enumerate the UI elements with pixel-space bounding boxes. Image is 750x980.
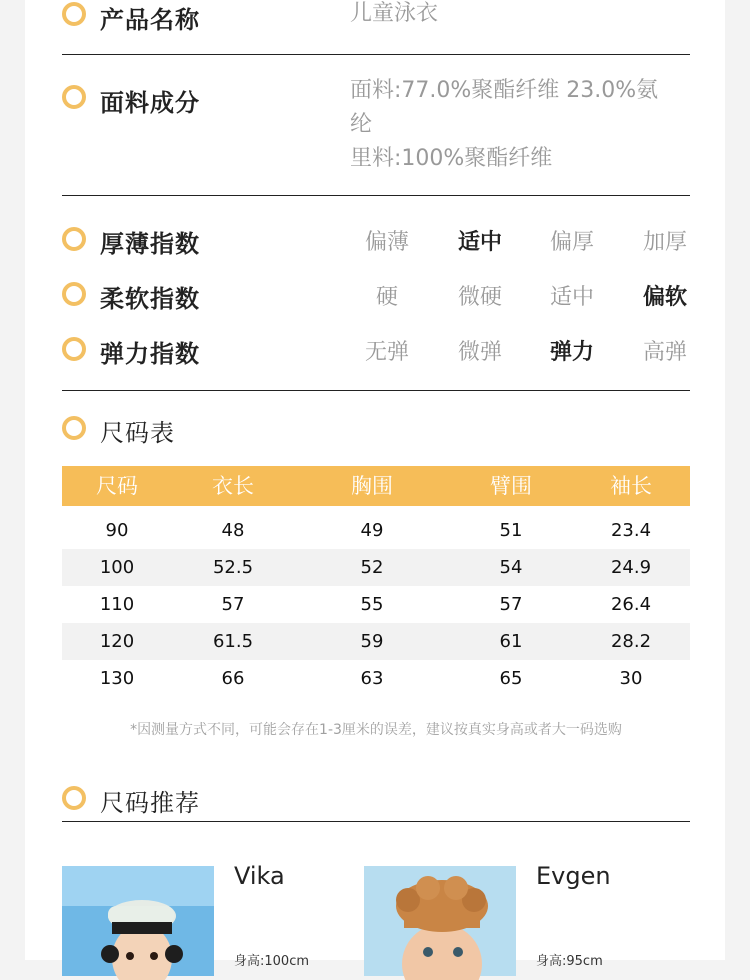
cell: 59	[360, 631, 384, 652]
circle-bullet-icon	[62, 85, 86, 109]
header-cell: 尺码	[96, 474, 138, 498]
index-option: 微硬	[457, 285, 502, 310]
header-cell: 胸围	[351, 474, 393, 498]
divider	[62, 195, 690, 196]
size-note: *因测量方式不同，可能会存在1-3厘米的误差，建议按真实身高或者大一码选购	[130, 722, 622, 738]
index-label: 柔软指数	[100, 285, 200, 313]
model-name: Vika	[234, 862, 285, 890]
circle-bullet-icon	[62, 786, 86, 810]
header-cell: 袖长	[610, 474, 652, 498]
index-label: 弹力指数	[100, 340, 200, 368]
model-photo	[62, 866, 214, 976]
size-table-header	[62, 466, 690, 506]
table-row	[62, 623, 690, 660]
table-row	[62, 512, 690, 549]
cell: 66	[221, 668, 245, 689]
model-meta: 身高:95cm	[536, 954, 603, 969]
fabric-label: 面料成分	[100, 89, 200, 117]
cell: 24.9	[610, 557, 652, 578]
index-option: 适中	[549, 285, 594, 310]
product-name-value: 儿童泳衣	[350, 1, 439, 26]
cell: 63	[360, 668, 384, 689]
cell: 110	[99, 594, 135, 615]
table-row	[62, 549, 690, 586]
index-option: 偏厚	[549, 230, 594, 255]
cell: 90	[105, 520, 129, 541]
cell: 57	[499, 594, 523, 615]
index-option: 微弹	[457, 340, 502, 365]
index-option: 高弹	[642, 340, 687, 365]
index-option: 硬	[375, 285, 398, 310]
index-option-selected: 弹力	[549, 340, 594, 365]
circle-bullet-icon	[62, 282, 86, 306]
cell: 52	[360, 557, 384, 578]
header-cell: 衣长	[212, 474, 254, 498]
table-row	[62, 660, 690, 697]
model-meta: 身高:100cm	[234, 954, 310, 969]
cell: 51	[499, 520, 523, 541]
recommend-title: 尺码推荐	[100, 789, 200, 817]
product-name-label: 产品名称	[100, 6, 200, 34]
index-option-selected: 适中	[457, 230, 502, 255]
cell: 55	[360, 594, 384, 615]
circle-bullet-icon	[62, 337, 86, 361]
cell: 65	[499, 668, 523, 689]
index-label: 厚薄指数	[100, 230, 200, 258]
cell: 61.5	[212, 631, 254, 652]
index-option: 无弹	[364, 340, 409, 365]
fabric-line-3: 里料:100%聚酯纤维	[350, 146, 553, 171]
cell: 61	[499, 631, 523, 652]
divider	[62, 54, 690, 55]
model-photo	[364, 866, 516, 976]
fabric-line-1: 面料:77.0%聚酯纤维 23.0%氨	[350, 78, 659, 103]
model-name: Evgen	[536, 862, 611, 890]
cell: 54	[499, 557, 523, 578]
cell: 100	[99, 557, 135, 578]
cell: 26.4	[610, 594, 652, 615]
header-cell: 臂围	[490, 474, 532, 498]
fabric-line-2: 纶	[350, 112, 373, 137]
cell: 28.2	[610, 631, 652, 652]
cell: 57	[221, 594, 245, 615]
circle-bullet-icon	[62, 2, 86, 26]
index-option: 偏薄	[364, 230, 409, 255]
cell: 130	[99, 668, 135, 689]
index-option: 加厚	[642, 230, 687, 255]
cell: 30	[619, 668, 643, 689]
divider	[62, 821, 690, 822]
cell: 120	[99, 631, 135, 652]
cell: 23.4	[610, 520, 652, 541]
index-option-selected: 偏软	[642, 285, 687, 310]
divider	[62, 390, 690, 391]
circle-bullet-icon	[62, 227, 86, 251]
circle-bullet-icon	[62, 416, 86, 440]
cell: 52.5	[212, 557, 254, 578]
cell: 48	[221, 520, 245, 541]
table-row	[62, 586, 690, 623]
product-detail-page	[25, 0, 725, 969]
cell: 49	[360, 520, 384, 541]
size-table-title: 尺码表	[100, 419, 175, 447]
